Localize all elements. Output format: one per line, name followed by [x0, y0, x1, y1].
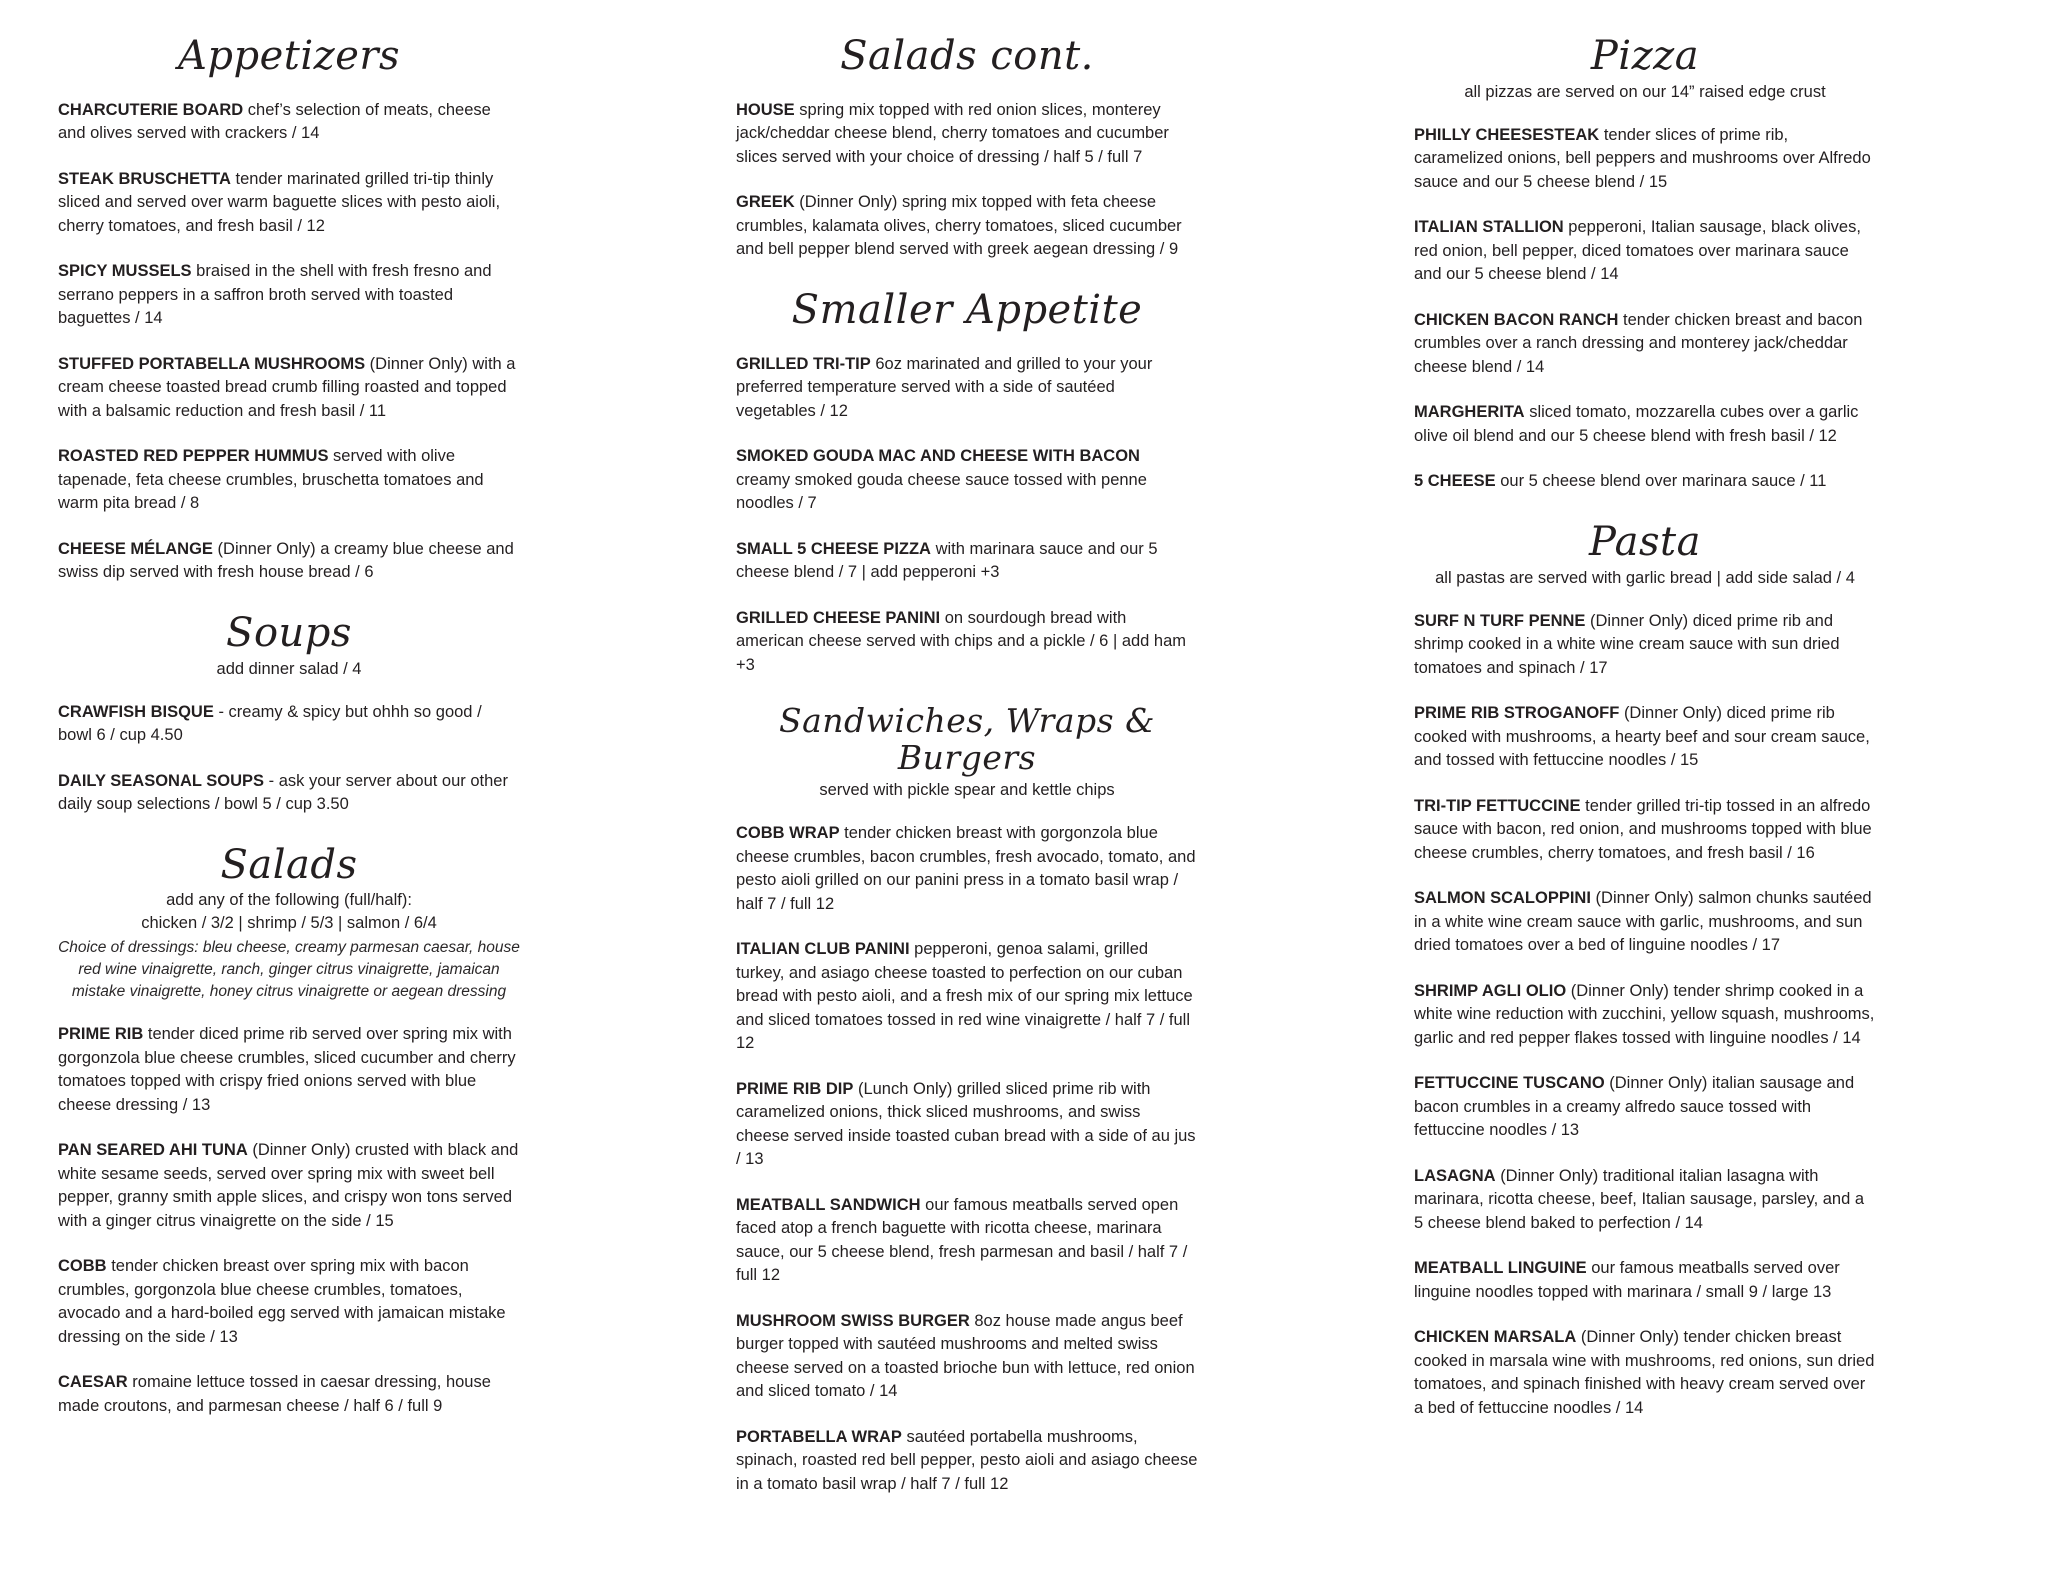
menu-item-desc: tender chicken breast over spring mix with bacon crumbles, gorgonzola blue cheese crumbles, tomatoes, avocado and a hard-boiled egg served with jamaican mistake dressing on the side / 13 — [58, 1257, 506, 1346]
menu-item — [736, 353, 1198, 424]
section-title-pizza: Pizza — [1590, 33, 1700, 79]
menu-item — [736, 822, 1198, 916]
menu-item-name: LASAGNA — [1414, 1166, 1496, 1185]
section-title-soups: Soups — [226, 609, 352, 656]
sandwiches-subtitle: served with pickle spear and kettle chips — [819, 781, 1115, 799]
section-soups — [58, 611, 520, 817]
salads-items — [58, 1023, 520, 1418]
menu-item-name: PHILLY CHEESESTEAK — [1414, 125, 1600, 144]
menu-item-name: ITALIAN STALLION — [1414, 218, 1564, 237]
menu-item-desc: tender chicken breast and bacon crumbles over a ranch dressing and monterey jack/cheddar cheese blend / 14 — [1414, 310, 1863, 376]
salads-dressings-note: Choice of dressings: bleu cheese, creamy parmesan caesar, house red wine vinaigrette, ranch, ginger citrus vinaigrette, jamaican mistake vinaigrette, honey citrus vinaigrette or aegean dressing — [58, 939, 520, 1001]
pasta-items — [1414, 610, 1876, 1421]
section-salads-cont — [736, 34, 1198, 262]
menu-item-desc: (Dinner Only) a creamy blue cheese and swiss dip served with fresh house bread / 6 — [58, 539, 514, 582]
menu-item-name: STEAK BRUSCHETTA — [58, 169, 231, 188]
menu-item-name: SMOKED GOUDA MAC AND CHEESE WITH BACON — [736, 447, 1140, 466]
menu-item-desc: tender grilled tri-tip tossed in an alfredo sauce with bacon, red onion, and mushrooms topped with blue cheese crumbles, cherry tomatoes, and fresh basil / 16 — [1414, 796, 1872, 862]
menu-item-desc: pepperoni, genoa salami, grilled turkey, and asiago cheese toasted to perfection on our cuban bread with pesto aioli, and a fresh mix of our spring mix lettuce and sliced tomatoes tossed in red wine vinaigrette / half 7 / full 12 — [736, 940, 1193, 1052]
menu-item-name: DAILY SEASONAL SOUPS — [58, 771, 265, 790]
section-title-pasta: Pasta — [1589, 518, 1701, 565]
section-appetizers — [58, 34, 520, 585]
soups-items — [58, 701, 520, 817]
menu-item-desc: spring mix topped with red onion slices, monterey jack/cheddar cheese blend, cherry tomatoes and cucumber slices served with your choice of dressing / half 5 / full 7 — [736, 100, 1169, 166]
menu-item-name: CRAWFISH BISQUE — [58, 702, 214, 721]
menu-item-name: CHARCUTERIE BOARD — [58, 100, 244, 119]
menu-item-name: SPICY MUSSELS — [58, 262, 192, 281]
menu-item — [58, 99, 520, 146]
column-3 — [1414, 34, 1876, 1518]
menu-item-desc: (Dinner Only) salmon chunks sautéed in a white wine cream sauce with garlic, mushrooms, and sun dried tomatoes over a bed of linguine noodles / 17 — [1414, 889, 1872, 955]
menu-item-name: PRIME RIB STROGANOFF — [1414, 704, 1620, 723]
menu-item-desc: our famous meatballs served open faced atop a french baguette with ricotta cheese, marinara sauce, our 5 cheese blend, fresh parmesan and basil / half 7 / full 12 — [736, 1195, 1188, 1284]
menu-item-name: PAN SEARED AHI TUNA — [58, 1141, 248, 1160]
menu-item-desc: our famous meatballs served over linguine noodles topped with marinara / small 9 / large 13 — [1414, 1259, 1840, 1301]
menu-item-name: HOUSE — [736, 100, 795, 119]
menu-item — [1414, 309, 1876, 380]
menu-item-desc: (Dinner Only) tender chicken breast cooked in marsala wine with mushrooms, red onions, sun dried tomatoes, and spinach finished with heavy cream served over a bed of fettuccine noodles / 14 — [1414, 1328, 1875, 1417]
menu-item-name: MEATBALL LINGUINE — [1414, 1259, 1587, 1278]
menu-item — [58, 260, 520, 331]
menu-item-name: ROASTED RED PEPPER HUMMUS — [58, 447, 329, 466]
menu-item — [1414, 124, 1876, 195]
menu-item-name: SHRIMP AGLI OLIO — [1414, 981, 1567, 1000]
menu-item-name: GREEK — [736, 193, 795, 212]
menu-item — [1414, 470, 1876, 494]
menu-item-desc: tender marinated grilled tri-tip thinly sliced and served over warm baguette slices with pesto aioli, cherry tomatoes, and fresh basil / 12 — [58, 169, 501, 235]
menu-item-desc: tender chicken breast with gorgonzola blue cheese crumbles, bacon crumbles, fresh avocado, tomato, and pesto aioli grilled on our panini press in a tomato basil wrap / half 7 / full 12 — [736, 824, 1196, 913]
menu-item-desc: 6oz marinated and grilled to your your preferred temperature served with a side of sautéed vegetables / 12 — [736, 354, 1153, 420]
menu-item — [1414, 216, 1876, 287]
menu-item-name: CHICKEN BACON RANCH — [1414, 310, 1619, 329]
menu-item-desc: (Dinner Only) tender shrimp cooked in a white wine reduction with zucchini, yellow squash, mushrooms, garlic and red pepper flakes tossed with linguine noodles / 14 — [1414, 981, 1875, 1047]
menu-item-desc: with marinara sauce and our 5 cheese blend / 7 | add pepperoni +3 — [736, 539, 1158, 582]
menu-item — [1414, 401, 1876, 448]
menu-item-desc: (Dinner Only) spring mix topped with feta cheese crumbles, kalamata olives, cherry tomatoes, sliced cucumber and bell pepper blend served with greek aegean dressing / 9 — [736, 193, 1182, 259]
menu-item-desc: pepperoni, Italian sausage, black olives, red onion, bell pepper, diced tomatoes over marinara sauce and our 5 cheese blend / 14 — [1414, 218, 1861, 284]
menu-item-name: COBB — [58, 1257, 107, 1276]
menu-item — [736, 99, 1198, 170]
menu-item-name: ITALIAN CLUB PANINI — [736, 940, 910, 958]
menu-item-desc: sliced tomato, mozzarella cubes over a garlic olive oil blend and our 5 cheese blend with fresh basil / 12 — [1414, 403, 1859, 445]
menu-item — [1414, 702, 1876, 773]
menu-item-desc: (Dinner Only) with a cream cheese toasted bread crumb filling roasted and topped with a balsamic reduction and fresh basil / 11 — [58, 354, 516, 420]
salads-cont-items — [736, 99, 1198, 262]
menu-item-desc: tender diced prime rib served over spring mix with gorgonzola blue cheese crumbles, sliced cucumber and cherry tomatoes topped with crispy fried onions served with blue cheese dressing / 13 — [58, 1025, 516, 1114]
section-salads — [58, 843, 520, 1419]
section-title-salads-cont: Salads cont. — [840, 33, 1094, 79]
menu-item — [736, 538, 1198, 585]
menu-item-desc: our 5 cheese blend over marinara sauce / 11 — [1500, 472, 1827, 491]
menu-item-desc: (Dinner Only) italian sausage and bacon crumbles in a creamy alfredo sauce tossed with fettuccine noodles / 13 — [1414, 1074, 1855, 1140]
column-1 — [58, 34, 520, 1518]
pizza-items — [1414, 124, 1876, 494]
section-title-sandwiches: Sandwiches, Wraps & Burgers — [779, 701, 1155, 778]
menu-item — [58, 1255, 520, 1349]
section-smaller-appetite — [736, 288, 1198, 677]
menu-item-desc: - creamy & spicy but ohhh so good / bowl 6 / cup 4.50 — [58, 702, 482, 745]
menu-item — [736, 607, 1198, 678]
menu-item-name: SMALL 5 CHEESE PIZZA — [736, 539, 931, 558]
menu-item — [58, 168, 520, 239]
menu-item-desc: (Dinner Only) diced prime rib and shrimp cooked in a white wine cream sauce with sun dried tomatoes and spinach / 17 — [1414, 611, 1840, 677]
menu-item — [736, 445, 1198, 516]
menu-item-desc: served with olive tapenade, feta cheese crumbles, bruschetta tomatoes and warm pita bread / 8 — [58, 447, 484, 513]
menu-item-name: CAESAR — [58, 1373, 128, 1392]
menu-item-name: PORTABELLA WRAP — [736, 1427, 902, 1446]
menu-item-desc: (Dinner Only) crusted with black and white sesame seeds, served over spring mix with sweet bell pepper, granny smith apple slices, and crispy won tons served with a ginger citrus vinaigrette on the side / 15 — [58, 1141, 519, 1230]
menu-item — [736, 1194, 1198, 1288]
menu-item — [1414, 1165, 1876, 1236]
menu-item-name: 5 CHEESE — [1414, 472, 1496, 491]
menu-item-name: GRILLED TRI-TIP — [736, 354, 871, 373]
soups-subtitle: add dinner salad / 4 — [216, 659, 362, 678]
section-title-appetizers: Appetizers — [177, 33, 401, 79]
menu-item — [58, 353, 520, 424]
menu-item — [736, 1426, 1198, 1497]
menu-item — [1414, 887, 1876, 958]
menu-item-name: MARGHERITA — [1414, 403, 1525, 422]
menu-item — [1414, 980, 1876, 1051]
menu-item-name: PRIME RIB — [58, 1025, 144, 1044]
menu-item-name: PRIME RIB DIP — [736, 1079, 854, 1098]
menu-item-desc: sautéed portabella mushrooms, spinach, roasted red bell pepper, pesto aioli and asiago cheese in a tomato basil wrap / half 7 / full 12 — [736, 1427, 1198, 1493]
menu-item — [736, 1078, 1198, 1172]
menu-item-desc: creamy smoked gouda cheese sauce tossed with penne noodles / 7 — [736, 470, 1147, 513]
menu-item — [58, 1139, 520, 1233]
menu-item — [736, 191, 1198, 262]
menu-item-name: SURF N TURF PENNE — [1414, 611, 1586, 630]
salads-subtitle: add any of the following (full/half): — [166, 891, 412, 910]
section-pasta — [1414, 520, 1876, 1420]
menu-item — [58, 701, 520, 748]
menu-item-desc: (Dinner Only) traditional italian lasagna with marinara, ricotta cheese, beef, Italian sausage, parsley, and a 5 cheese blend baked to perfection / 14 — [1414, 1166, 1865, 1232]
section-title-salads: Salads — [220, 841, 358, 888]
menu-item-name: CHICKEN MARSALA — [1414, 1328, 1577, 1347]
section-pizza — [1414, 34, 1876, 494]
menu-item — [1414, 610, 1876, 681]
menu-item — [1414, 1326, 1876, 1420]
section-sandwiches-wraps-burgers — [736, 703, 1198, 1496]
menu-item — [736, 1310, 1198, 1404]
column-2 — [736, 34, 1198, 1518]
smaller-appetite-items — [736, 353, 1198, 678]
menu-item-name: GRILLED CHEESE PANINI — [736, 608, 941, 627]
menu-item-desc: 8oz house made angus beef burger topped with sautéed mushrooms and melted swiss cheese served on a toasted brioche bun with lettuce, red onion and sliced tomato / 14 — [736, 1311, 1195, 1400]
menu-item-desc: - ask your server about our other daily soup selections / bowl 5 / cup 3.50 — [58, 771, 508, 814]
menu-item — [58, 1371, 520, 1418]
menu-item — [58, 1023, 520, 1117]
salads-addons: chicken / 3/2 | shrimp / 5/3 | salmon / 6/4 — [141, 914, 437, 933]
menu-item — [58, 538, 520, 585]
menu-item-name: MEATBALL SANDWICH — [736, 1195, 921, 1214]
menu-item-desc: (Dinner Only) diced prime rib cooked with mushrooms, a hearty beef and sour cream sauce, and tossed with fettuccine noodles / 15 — [1414, 704, 1870, 770]
menu-item-name: SALMON SCALOPPINI — [1414, 889, 1591, 908]
pasta-subtitle: all pastas are served with garlic bread | add side salad / 4 — [1435, 568, 1855, 587]
menu-item-name: FETTUCCINE TUSCANO — [1414, 1074, 1605, 1093]
menu-item-name: COBB WRAP — [736, 824, 840, 842]
menu-item-desc: braised in the shell with fresh fresno and serrano peppers in a saffron broth served with toasted baguettes / 14 — [58, 262, 492, 328]
appetizers-items — [58, 99, 520, 585]
menu-item — [1414, 1257, 1876, 1304]
menu-item-desc: on sourdough bread with american cheese served with chips and a pickle / 6 | add ham +3 — [736, 608, 1187, 674]
menu-item-desc: (Lunch Only) grilled sliced prime rib with caramelized onions, thick sliced mushrooms, and swiss cheese served inside toasted cuban bread with a side of au jus / 13 — [736, 1079, 1196, 1168]
pizza-subtitle: all pizzas are served on our 14” raised edge crust — [1464, 82, 1826, 101]
menu-item — [58, 445, 520, 516]
menu-item-desc: romaine lettuce tossed in caesar dressing, house made croutons, and parmesan cheese / half 6 / full 9 — [58, 1373, 491, 1415]
menu-item — [736, 938, 1198, 1056]
section-title-smaller-appetite: Smaller Appetite — [791, 286, 1143, 333]
menu-item-name: MUSHROOM SWISS BURGER — [736, 1311, 970, 1330]
menu-item-name: TRI-TIP FETTUCCINE — [1414, 796, 1581, 815]
menu-item-name: STUFFED PORTABELLA MUSHROOMS — [58, 354, 366, 373]
menu-item-name: CHEESE MÉLANGE — [58, 539, 213, 558]
menu-item — [1414, 795, 1876, 866]
menu-item — [1414, 1072, 1876, 1143]
sandwiches-items — [736, 822, 1198, 1496]
menu-item-desc: chef’s selection of meats, cheese and olives served with crackers / 14 — [58, 100, 491, 143]
menu-item-desc: tender slices of prime rib, caramelized onions, bell peppers and mushrooms over Alfredo sauce and our 5 cheese blend / 15 — [1414, 125, 1871, 191]
menu-item — [58, 770, 520, 817]
